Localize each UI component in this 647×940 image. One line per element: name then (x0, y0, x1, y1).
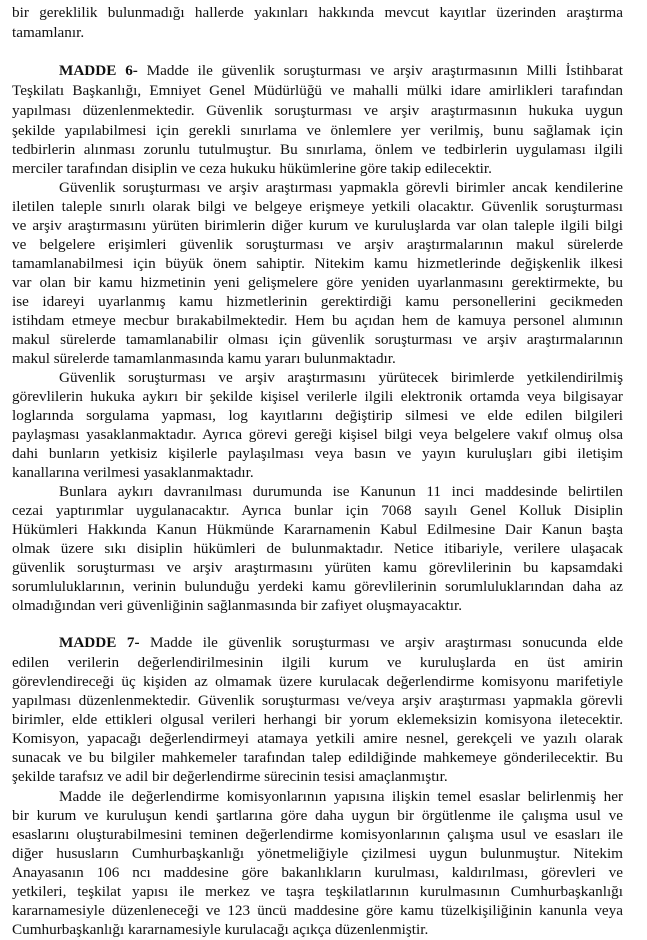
text-line (12, 23, 623, 43)
text-line (12, 653, 623, 673)
text-line (12, 330, 623, 350)
text-line (59, 61, 623, 81)
line-text: Anayasanın 106 ncı maddesine göre bakanlıkların kurulması, kaldırılması, görevleri ve (12, 864, 623, 881)
line-text: sorumluluklarının, verinin bulunduğu yerdeki kamu görevlilerinin sorumluluklarından daha az (12, 578, 623, 595)
line-text: cezai yaptırımlar uygulanacaktır. Ayrıca bunlar için 7068 sayılı Genel Kolluk Disiplin (12, 502, 623, 519)
text-line (12, 406, 623, 426)
text-line (12, 672, 623, 692)
text-line (12, 387, 623, 407)
text-line (12, 292, 623, 312)
text-line (12, 767, 623, 787)
text-line (12, 863, 623, 883)
text-line (12, 596, 623, 616)
line-text: yapılması düzenlenmektedir. Güvenlik soruşturması ve/veya arşiv araştırması yapmakla görevli (12, 692, 623, 709)
text-line (12, 3, 623, 23)
text-line (12, 140, 623, 160)
line-text: şekilde yapılabilmesi için gerekli sınırlama ve önlemlere yer verilmiş, bunu sağlamak için (12, 122, 623, 139)
text-line (12, 216, 623, 236)
text-line (59, 787, 623, 807)
line-text: kanallarına verilmesi yasaklanmaktadır. (12, 464, 254, 481)
text-line (12, 425, 623, 445)
text-line (12, 844, 623, 864)
article-label: MADDE 7- (59, 634, 140, 651)
line-text: tamamlanabilmesi için büyük önem sahiptir. Nitekim kamu hizmetlerinde değişkenlik ilkesi (12, 255, 623, 272)
line-text: iletilen taleple sınırlı olarak bilgi ve belgeye erişmeye yetkili olacaktır. Güvenlik soruşturması (12, 198, 623, 215)
text-line (12, 197, 623, 217)
text-line (12, 882, 623, 902)
line-text: Hükümleri Hakkında Kanun Hükmünde Kararnamenin Kabul Edilmesine Dair Kanun başta (12, 521, 623, 538)
text-line (12, 159, 623, 179)
line-text: var olan bir kamu hizmetinin yeni gelişmelere göre yeniden uyarlanmasını gerektirmekte, bu (12, 274, 623, 291)
text-line (12, 235, 623, 255)
line-text: merciler tarafından disiplin ve ceza hukuku hükümlerine göre takip edilecektir. (12, 160, 492, 177)
text-line (59, 633, 623, 653)
line-text: edilen verilerin değerlendirilmesinin ilgili kurum ve kuruluşlarda en üst amirin (12, 654, 623, 671)
line-text: diğer hususların Cumhurbaşkanlığı yönetmeliğiyle çizilmesi uygun bulunmuştur. Nitekim (12, 845, 623, 862)
line-text: birimler, elde ettikleri olgusal verileri herhangi bir yorum eklemeksizin komisyona iletecektir. (12, 711, 623, 728)
line-text: tamamlanır. (12, 24, 85, 41)
text-line (12, 121, 623, 141)
line-text: görevlilerin hukuka aykırı bir şekilde kişisel verilerle ilgili elektronik ortamda veya bilgisayar (12, 388, 623, 405)
text-line (59, 178, 623, 198)
text-line (12, 729, 623, 749)
line-text: esaslarını oluşturabilmesini teminen değerlendirme komisyonlarının çalışma usul ve esasları ile (12, 826, 623, 843)
line-text: sunacak ve bu bilgiler mahkemeler tarafından talep edildiğinde mahkemeye gönderilecektir. Bu (12, 749, 623, 766)
text-line (12, 349, 623, 369)
line-text: görevlendireceği üç kişiden az olmamak üzere kurulacak değerlendirme komisyonu marifetiyle (12, 673, 623, 690)
text-line (12, 691, 623, 711)
text-line (59, 482, 623, 502)
text-line (12, 558, 623, 578)
text-line (12, 501, 623, 521)
line-text: yetkileri, teşkilat yapısı ile merkez ve taşra teşkilatlarının kurulmasının Cumhurbaşkanlığı (12, 883, 623, 900)
line-text: Bunlara aykırı davranılması durumunda ise Kanunun 11 inci maddesinde belirtilen (59, 483, 623, 500)
text-line (12, 273, 623, 293)
text-line (12, 920, 623, 940)
line-text: loglarında sorgulama yapması, log kayıtlarını değiştirip silmesi ve elde edilen bilgileri (12, 407, 623, 424)
line-text: dahi bunların yetkisiz kişilerle paylaşılması veya basın ve yayın kuruluşları gibi iletişim (12, 445, 623, 462)
text-line (12, 710, 623, 730)
text-line (12, 577, 623, 597)
text-line (12, 806, 623, 826)
line-text: olmak üzere sıkı disiplin hükümleri de bulunmaktadır. Netice itibariyle, verilere ulaşacak (12, 540, 623, 557)
line-text: makul sürelerde tamamlanabilir olması için güvenlik soruşturması ve arşiv araştırmalarının (12, 331, 623, 348)
text-line (12, 748, 623, 768)
line-text: bir kurum ve kuruluşun kendi şartlarına göre daha uygun bir örgütlenme ile çalışma usul ve (12, 807, 623, 824)
line-text: tedbirlerin alınması zorunlu tutulmuştur. Bu sınırlama, önlem ve tedbirlerin uygulaması ilgili (12, 141, 623, 158)
article-label: MADDE 6- (59, 62, 138, 79)
text-line (12, 463, 623, 483)
line-text: makul sürelerde tamamlanmasında kamu yararı bulunmaktadır. (12, 350, 396, 367)
line-text: ve belgelere erişimleri güvenlik soruşturması ve arşiv araştırmalarının makul sürelerde (12, 236, 623, 253)
line-text: Madde ile güvenlik soruşturması ve arşiv araştırması sonucunda elde (139, 634, 623, 651)
line-text: Teşkilatı Başkanlığı, Emniyet Genel Müdürlüğü ve mahalli mülki idare amirlikleri tarafından (12, 82, 623, 99)
line-text: Madde ile güvenlik soruşturması ve arşiv araştırmasının Milli İstihbarat (137, 62, 623, 79)
line-text: Cumhurbaşkanlığı kararnamesiyle kurulacağı açıkça düzenlenmiştir. (12, 921, 429, 938)
line-text: bir gereklilik bulunmadığı hallerde yakınları hakkında mevcut kayıtlar üzerinden araştırma (12, 4, 623, 21)
line-text: güvenlik soruşturması ve arşiv araştırmasını yürüten kamu görevlilerinin bu kapsamdaki (12, 559, 623, 576)
text-line (12, 444, 623, 464)
line-text: ve arşiv araştırmasını yürüten birimlerin diğer kurum ve kuruluşlarda var olan taleple ilgili bilgi (12, 217, 623, 234)
text-line (12, 825, 623, 845)
text-line (12, 81, 623, 101)
text-line (12, 901, 623, 921)
line-text: Komisyon, yapacağı değerlendirmeyi atamaya yetkili amire nesnel, gerekçeli ve yazılı olarak (12, 730, 623, 747)
text-line (12, 254, 623, 274)
line-text: şekilde tarafsız ve adil bir değerlendirme sürecinin tesisi amaçlanmıştır. (12, 768, 448, 785)
line-text: Madde ile değerlendirme komisyonlarının yapısına ilişkin temel esaslar belirlenmiş her (59, 788, 623, 805)
text-line (12, 101, 623, 121)
line-text: istihdam etmeye mecbur bırakabilmektedir. Hem bu açıdan hem de kamuya personel alımının (12, 312, 623, 329)
text-line (12, 311, 623, 331)
line-text: paylaşması yasaklanmaktadır. Ayrıca görevi gereği kişisel bilgi veya belgelere vakıf olmuş olsa (12, 426, 623, 443)
line-text: kararnamesiyle düzenleneceği ve 123 üncü maddesine göre kamu tüzelkişiliğinin kanunla veya (12, 902, 623, 919)
line-text: olmadığından veri güvenliğinin sağlanmasında bir zafiyet oluşmayacaktır. (12, 597, 463, 614)
text-line (12, 520, 623, 540)
line-text: Güvenlik soruşturması ve arşiv araştırması yapmakla görevli birimler ancak kendilerine (59, 179, 623, 196)
line-text: yapılması düzenlenmektedir. Güvenlik soruşturması ve arşiv araştırmasının hukuka uygun (12, 102, 623, 119)
line-text: Güvenlik soruşturması ve arşiv araştırmasını yürütecek birimlerde yetkilendirilmiş (59, 369, 623, 386)
line-text: ise idareyi uyarlanmış kamu hizmetlerinin gerektirdiği kamu personellerini gecikmeden (12, 293, 623, 310)
text-line (12, 539, 623, 559)
text-line (59, 368, 623, 388)
